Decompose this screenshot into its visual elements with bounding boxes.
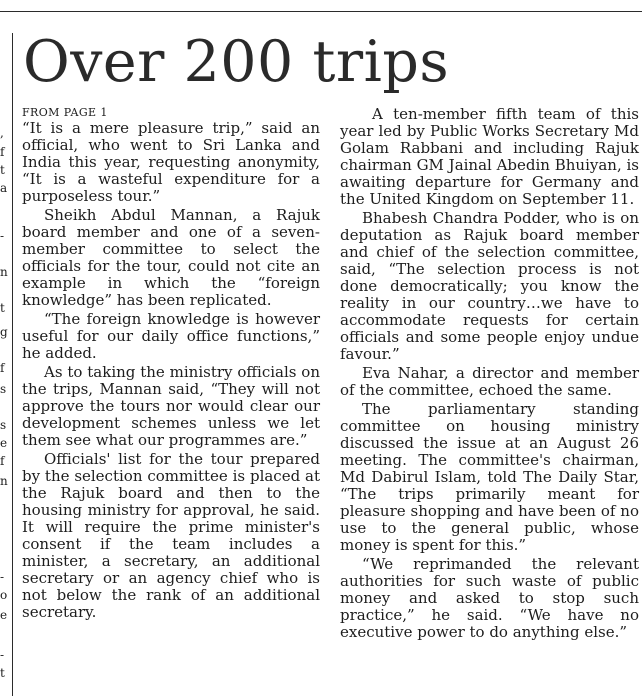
paragraph: Sheikh Abdul Mannan, a Rajuk board member and one of a seven-member committee to select the officials for the tour, could not cite an example in which the “foreign knowledge” has been replicated. [22, 206, 320, 309]
article-column-right [340, 106, 639, 643]
paragraph: “The foreign knowledge is however useful for our daily office functions,” he added. [22, 310, 320, 362]
continuation-kicker: FROM PAGE 1 [22, 106, 108, 119]
paragraph: As to taking the ministry officials on the trips, Mannan said, “They will not approve the tours nor would clear our development schemes unless we let them see what our programmes are.” [22, 363, 320, 449]
fragment: - [0, 229, 5, 243]
fragment: f [0, 361, 5, 375]
fragment: f [0, 454, 5, 468]
fragment: t [0, 301, 5, 315]
fragment: - [0, 648, 5, 662]
paragraph: A ten-member fifth team of this year led by Public Works Secretary Md Golam Rabbani and including Rajuk chairman GM Jainal Abedin Bhuiyan, is awaiting departure for Germany and the United Kingdom on September 11. [340, 105, 639, 208]
top-rule [0, 11, 642, 12]
fragment: f [0, 145, 5, 159]
paragraph: The parliamentary standing committee on housing ministry discussed the issue at an August 26 meeting. The committee's chairman, Md Dabirul Islam, told The Daily Star, “The trips primarily meant for pleasure shopping and have been of no use to the general public, whose money is spent for this.” [340, 400, 639, 554]
column-rule [12, 33, 13, 696]
fragment: g [0, 325, 8, 339]
paragraph: Bhabesh Chandra Podder, who is on deputation as Rajuk board member and chief of the selection committee, said, “The selection process is not done democratically; you know the reality in our country…we have to accommodate requests for certain officials and some people enjoy undue favour.” [340, 209, 639, 363]
fragment: o [0, 588, 8, 602]
paragraph: Officials' list for the tour prepared by the selection committee is placed at the Rajuk board and then to the housing ministry for approval, he said. It will require the prime minister's consent if the team includes a minister, a secretary, an additional secretary or an agency chief who is not below the rank of an additional secretary. [22, 450, 320, 621]
article-column-left [22, 106, 320, 623]
fragment: e [0, 436, 8, 450]
fragment: e [0, 608, 8, 622]
paragraph: Eva Nahar, a director and member of the committee, echoed the same. [340, 364, 639, 399]
fragment: n [0, 474, 8, 488]
fragment: a [0, 181, 8, 195]
fragment: t [0, 666, 5, 680]
fragment: s [0, 418, 7, 432]
paragraph: “It is a mere pleasure trip,” said an official, who went to Sri Lanka and India this year, requesting anonymity, “It is a wasteful expenditure for a purposeless tour.” [22, 119, 320, 205]
fragment: t [0, 163, 5, 177]
headline: Over 200 trips [23, 29, 450, 95]
fragment: - [0, 570, 5, 584]
paragraph: “We reprimanded the relevant authorities for such waste of public money and asked to stop such practice,” he said. “We have no executive power to do anything else.” [340, 555, 639, 641]
fragment: , [0, 126, 4, 140]
fragment: s [0, 382, 7, 396]
fragment: n [0, 265, 8, 279]
